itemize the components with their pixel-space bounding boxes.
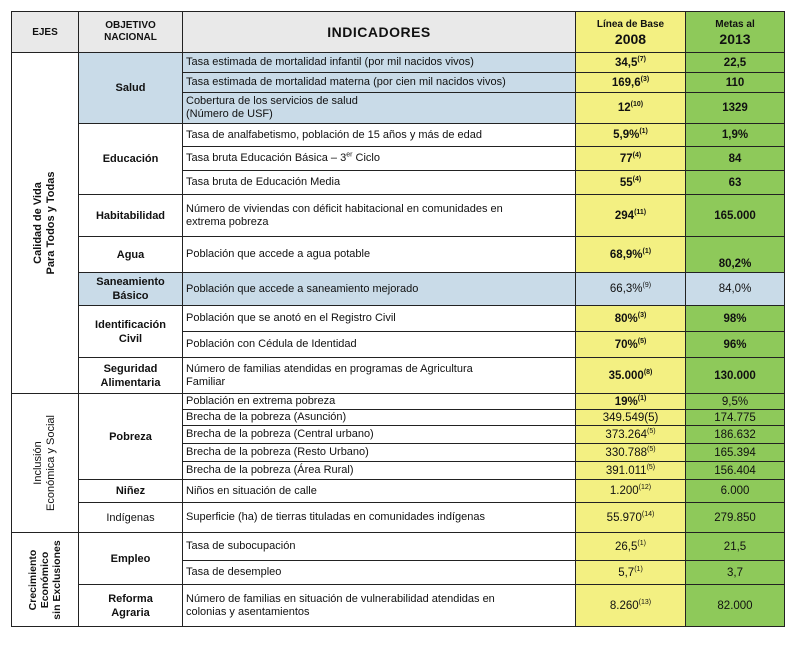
meta-cell: 130.000 bbox=[686, 358, 785, 394]
base-cell bbox=[576, 561, 686, 585]
table-row bbox=[12, 585, 785, 627]
indicator-cell bbox=[183, 195, 576, 237]
meta-cell: 3,7 bbox=[686, 561, 785, 585]
base-cell bbox=[576, 273, 686, 306]
objetivo-reforma-line2: Agraria bbox=[111, 606, 150, 619]
eje-calidad-de-vida bbox=[12, 53, 79, 394]
indicator-cell: Población que accede a saneamiento mejorado bbox=[183, 273, 576, 306]
meta-cell: 165.394 bbox=[686, 444, 785, 462]
indicator-text-line2: Familiar bbox=[186, 375, 226, 388]
table-row bbox=[12, 237, 785, 273]
header-row bbox=[12, 12, 785, 53]
indicator-cell: Tasa de desempleo bbox=[183, 561, 576, 585]
eje-line2: Económico bbox=[39, 551, 51, 608]
header-linea-base bbox=[576, 12, 686, 53]
indicator-text-line2: (Número de USF) bbox=[186, 108, 273, 120]
meta-cell: 174.775 bbox=[686, 410, 785, 426]
base-cell bbox=[576, 503, 686, 533]
eje-line2: Económica y Social bbox=[45, 415, 57, 511]
table-row bbox=[12, 273, 785, 306]
indicator-cell: Niños en situación de calle bbox=[183, 480, 576, 503]
base-footnote: (3) bbox=[637, 311, 647, 319]
indicator-cell: Tasa de analfabetismo, población de 15 años y más de edad bbox=[183, 124, 576, 147]
objetivo-pobreza: Pobreza bbox=[79, 394, 183, 480]
base-cell bbox=[576, 171, 686, 195]
base-cell bbox=[576, 306, 686, 332]
base-value: 34,5 bbox=[615, 56, 638, 69]
table-row bbox=[12, 306, 785, 332]
base-cell bbox=[576, 147, 686, 171]
base-value: 55 bbox=[619, 176, 633, 189]
base-footnote: (7) bbox=[637, 55, 646, 63]
indicator-tail: Ciclo bbox=[352, 152, 380, 164]
meta-cell: 98% bbox=[686, 306, 785, 332]
base-footnote: (4) bbox=[632, 175, 642, 183]
base-value: 70% bbox=[614, 338, 638, 351]
objetivo-seguridad bbox=[79, 358, 183, 394]
base-footnote: (1) bbox=[642, 247, 652, 255]
indicator-text: Tasa bruta Educación Básica – 3 bbox=[186, 152, 347, 164]
indicator-text: Número de familias atendidas en programas de Agricultura bbox=[186, 362, 473, 375]
table-row bbox=[12, 503, 785, 533]
base-cell bbox=[576, 533, 686, 561]
base-cell bbox=[576, 73, 686, 93]
indicator-sup: er bbox=[346, 151, 353, 159]
base-value: 77 bbox=[619, 152, 633, 165]
header-metas bbox=[686, 12, 785, 53]
base-footnote: (10) bbox=[630, 101, 644, 109]
base-value: 19% bbox=[614, 395, 638, 408]
meta-cell: 84 bbox=[686, 147, 785, 171]
eje-label bbox=[32, 415, 58, 511]
base-footnote: (5) bbox=[646, 463, 656, 471]
base-footnote: (1) bbox=[639, 128, 648, 136]
base-cell bbox=[576, 444, 686, 462]
objetivo-habitabilidad: Habitabilidad bbox=[79, 195, 183, 237]
indicator-cell: Brecha de la pobreza (Área Rural) bbox=[183, 462, 576, 480]
base-footnote: (5) bbox=[637, 337, 647, 345]
meta-cell: 1,9% bbox=[686, 124, 785, 147]
base-footnote: (5) bbox=[647, 427, 656, 435]
base-footnote: (4) bbox=[632, 151, 642, 159]
header-base-year: 2008 bbox=[614, 31, 647, 47]
header-objetivo bbox=[79, 12, 183, 53]
base-cell bbox=[576, 462, 686, 480]
indicator-cell: Población con Cédula de Identidad bbox=[183, 332, 576, 358]
base-value: 5,7 bbox=[618, 566, 635, 579]
base-cell bbox=[576, 332, 686, 358]
base-value: 66,3% bbox=[609, 283, 643, 295]
table-row bbox=[12, 394, 785, 410]
eje-crecimiento bbox=[12, 533, 79, 627]
table-row bbox=[12, 124, 785, 147]
objetivo-salud: Salud bbox=[79, 53, 183, 124]
objetivo-identificacion-line2: Civil bbox=[118, 332, 143, 345]
meta-cell: 21,5 bbox=[686, 533, 785, 561]
indicator-cell bbox=[183, 93, 576, 124]
indicators-table-wrapper bbox=[11, 11, 785, 627]
base-value: 26,5 bbox=[615, 540, 638, 553]
base-cell bbox=[576, 480, 686, 503]
base-value: 55.970 bbox=[606, 511, 642, 524]
meta-cell: 22,5 bbox=[686, 53, 785, 73]
base-footnote: (5) bbox=[647, 445, 656, 453]
meta-cell: 80,2% bbox=[686, 237, 785, 273]
table-row bbox=[12, 195, 785, 237]
base-cell bbox=[576, 410, 686, 426]
eje-line1: Calidad de Vida bbox=[32, 182, 44, 264]
base-value: 35.000 bbox=[608, 369, 644, 382]
base-footnote: (1) bbox=[637, 539, 646, 547]
indicator-cell: Brecha de la pobreza (Asunción) bbox=[183, 410, 576, 426]
meta-cell: 9,5% bbox=[686, 394, 785, 410]
header-base-label: Línea de Base bbox=[596, 19, 665, 30]
eje-line3: sin Exclusiones bbox=[51, 539, 63, 620]
base-footnote: (13) bbox=[638, 598, 652, 606]
objetivo-saneamiento-line2: Básico bbox=[112, 290, 149, 302]
base-value: 349.549(5) bbox=[602, 411, 659, 424]
indicator-cell: Brecha de la pobreza (Resto Urbano) bbox=[183, 444, 576, 462]
base-footnote: (3) bbox=[640, 75, 650, 83]
indicator-cell bbox=[183, 358, 576, 394]
objetivo-agua: Agua bbox=[79, 237, 183, 273]
header-objetivo-line2: NACIONAL bbox=[104, 32, 157, 43]
indicator-cell: Brecha de la pobreza (Central urbano) bbox=[183, 426, 576, 444]
base-value: 80% bbox=[614, 312, 638, 325]
base-cell bbox=[576, 426, 686, 444]
base-value: 5,9% bbox=[613, 129, 640, 141]
base-cell bbox=[576, 237, 686, 273]
indicator-cell: Tasa estimada de mortalidad infantil (por mil nacidos vivos) bbox=[183, 53, 576, 73]
meta-cell: 84,0% bbox=[686, 273, 785, 306]
objetivo-ninez: Niñez bbox=[79, 480, 183, 503]
objetivo-reforma bbox=[79, 585, 183, 627]
meta-cell: 279.850 bbox=[686, 503, 785, 533]
base-cell bbox=[576, 93, 686, 124]
base-value: 68,9% bbox=[609, 248, 643, 261]
indicator-text: Número de viviendas con déficit habitacional en comunidades en bbox=[186, 202, 503, 215]
indicator-cell: Población que se anotó en el Registro Civil bbox=[183, 306, 576, 332]
objetivo-identificacion bbox=[79, 306, 183, 358]
objetivo-saneamiento bbox=[79, 273, 183, 306]
eje-label bbox=[32, 172, 58, 275]
base-value: 8.260 bbox=[609, 599, 639, 612]
objetivo-reforma-line1: Reforma bbox=[108, 592, 153, 605]
objetivo-educacion: Educación bbox=[79, 124, 183, 195]
base-value: 294 bbox=[614, 209, 635, 222]
table-row bbox=[12, 358, 785, 394]
indicator-cell: Superficie (ha) de tierras tituladas en comunidades indígenas bbox=[183, 503, 576, 533]
base-footnote: (14) bbox=[641, 510, 655, 518]
indicators-table bbox=[11, 11, 785, 627]
header-meta-label: Metas al bbox=[715, 19, 755, 30]
eje-label bbox=[27, 540, 63, 619]
base-value: 373.264 bbox=[605, 428, 647, 441]
base-value: 169,6 bbox=[611, 76, 641, 89]
meta-cell: 82.000 bbox=[686, 585, 785, 627]
table-row bbox=[12, 480, 785, 503]
base-cell bbox=[576, 358, 686, 394]
indicator-cell: Tasa estimada de mortalidad materna (por cien mil nacidos vivos) bbox=[183, 73, 576, 93]
objetivo-empleo: Empleo bbox=[79, 533, 183, 585]
indicator-cell: Población en extrema pobreza bbox=[183, 394, 576, 410]
header-objetivo-line1: OBJETIVO bbox=[105, 20, 156, 31]
base-cell bbox=[576, 585, 686, 627]
eje-inclusion bbox=[12, 394, 79, 533]
table-row bbox=[12, 533, 785, 561]
indicator-cell bbox=[183, 585, 576, 627]
meta-cell: 110 bbox=[686, 73, 785, 93]
meta-cell: 156.404 bbox=[686, 462, 785, 480]
indicator-cell: Tasa de subocupación bbox=[183, 533, 576, 561]
base-cell bbox=[576, 394, 686, 410]
objetivo-seguridad-line1: Seguridad bbox=[103, 362, 158, 375]
base-cell bbox=[576, 53, 686, 73]
eje-line1: Inclusión bbox=[32, 441, 44, 485]
table-row bbox=[12, 53, 785, 73]
meta-cell: 96% bbox=[686, 332, 785, 358]
base-footnote: (11) bbox=[634, 208, 647, 216]
indicator-text-line2: extrema pobreza bbox=[186, 215, 269, 228]
indicator-cell bbox=[183, 147, 576, 171]
base-cell bbox=[576, 195, 686, 237]
base-footnote: (8) bbox=[643, 368, 653, 376]
objetivo-identificacion-line1: Identificación bbox=[95, 318, 166, 331]
eje-line1: Crecimiento bbox=[27, 549, 39, 610]
base-cell bbox=[576, 124, 686, 147]
objetivo-saneamiento-line1: Saneamiento bbox=[96, 276, 165, 288]
meta-cell: 1329 bbox=[686, 93, 785, 124]
meta-cell: 63 bbox=[686, 171, 785, 195]
objetivo-seguridad-line2: Alimentaria bbox=[100, 376, 161, 389]
header-ejes: EJES bbox=[12, 12, 79, 53]
objetivo-indigenas: Indígenas bbox=[79, 503, 183, 533]
meta-cell: 186.632 bbox=[686, 426, 785, 444]
header-indicadores: INDICADORES bbox=[183, 12, 576, 53]
indicator-text: Cobertura de los servicios de salud bbox=[186, 95, 358, 107]
header-meta-year: 2013 bbox=[719, 31, 751, 47]
base-value: 391.011 bbox=[605, 464, 647, 477]
base-footnote: (1) bbox=[634, 565, 643, 573]
meta-cell: 165.000 bbox=[686, 195, 785, 237]
indicator-cell: Población que accede a agua potable bbox=[183, 237, 576, 273]
base-footnote: (1) bbox=[637, 394, 647, 402]
eje-line2: Para Todos y Todas bbox=[45, 171, 57, 275]
meta-cell: 6.000 bbox=[686, 480, 785, 503]
base-footnote: (12) bbox=[638, 484, 652, 492]
base-value: 330.788 bbox=[605, 446, 647, 459]
indicator-cell: Tasa bruta de Educación Media bbox=[183, 171, 576, 195]
base-footnote: (9) bbox=[642, 282, 652, 290]
indicator-text-line2: colonias y asentamientos bbox=[186, 605, 310, 618]
base-value: 12 bbox=[617, 102, 631, 114]
indicator-text: Número de familias en situación de vulnerabilidad atendidas en bbox=[186, 592, 495, 605]
base-value: 1.200 bbox=[609, 485, 639, 497]
